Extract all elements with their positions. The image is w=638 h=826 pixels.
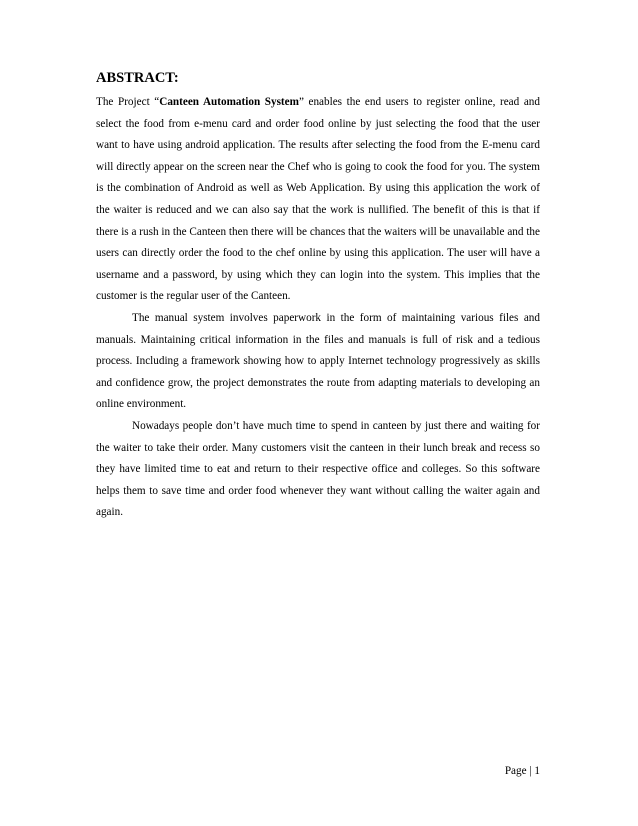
paragraph-1-lead-text: The Project “ <box>96 96 160 108</box>
abstract-paragraph-1 <box>96 92 540 308</box>
project-name-bold: Canteen Automation System <box>159 96 299 108</box>
abstract-heading: ABSTRACT: <box>96 70 179 86</box>
paragraph-1-body-text: ” enables the end users to register online, read and select the food from e-menu card and order food online by just selecting the food that the user want to have using android application. The results after selecting the food from the E-menu card will directly appear on the screen near the Chef who is going to cook the food for you. The system is the combination of Android as well as Web Application. By using this application the work of the waiter is reduced and we can also say that the work is nullified. The benefit of this is that if there is a rush in the Canteen then there will be chances that the waiters will be unavailable and the users can directly order the food to the chef online by using this application. The user will have a username and a password, by using which they can login into the system. This implies that the customer is the regular user of the Canteen. <box>96 96 540 303</box>
page-number-footer: Page | 1 <box>504 765 540 777</box>
page-content <box>96 68 540 524</box>
abstract-paragraph-2: The manual system involves paperwork in the form of maintaining various files and manuals. Maintaining critical information in the files and manuals is full of risk and a tedious process. Including a framework showing how to apply Internet technology progressively as skills and confidence grow, the project demonstrates the route from adapting materials to developing an online environment. <box>96 311 540 411</box>
abstract-paragraph-3: Nowadays people don’t have much time to spend in canteen by just there and waiting for the waiter to take their order. Many customers visit the canteen in their lunch break and recess so they have limited time to eat and return to their respective office and colleges. So this software helps them to save time and order food whenever they want without calling the waiter again and again. <box>96 419 540 519</box>
